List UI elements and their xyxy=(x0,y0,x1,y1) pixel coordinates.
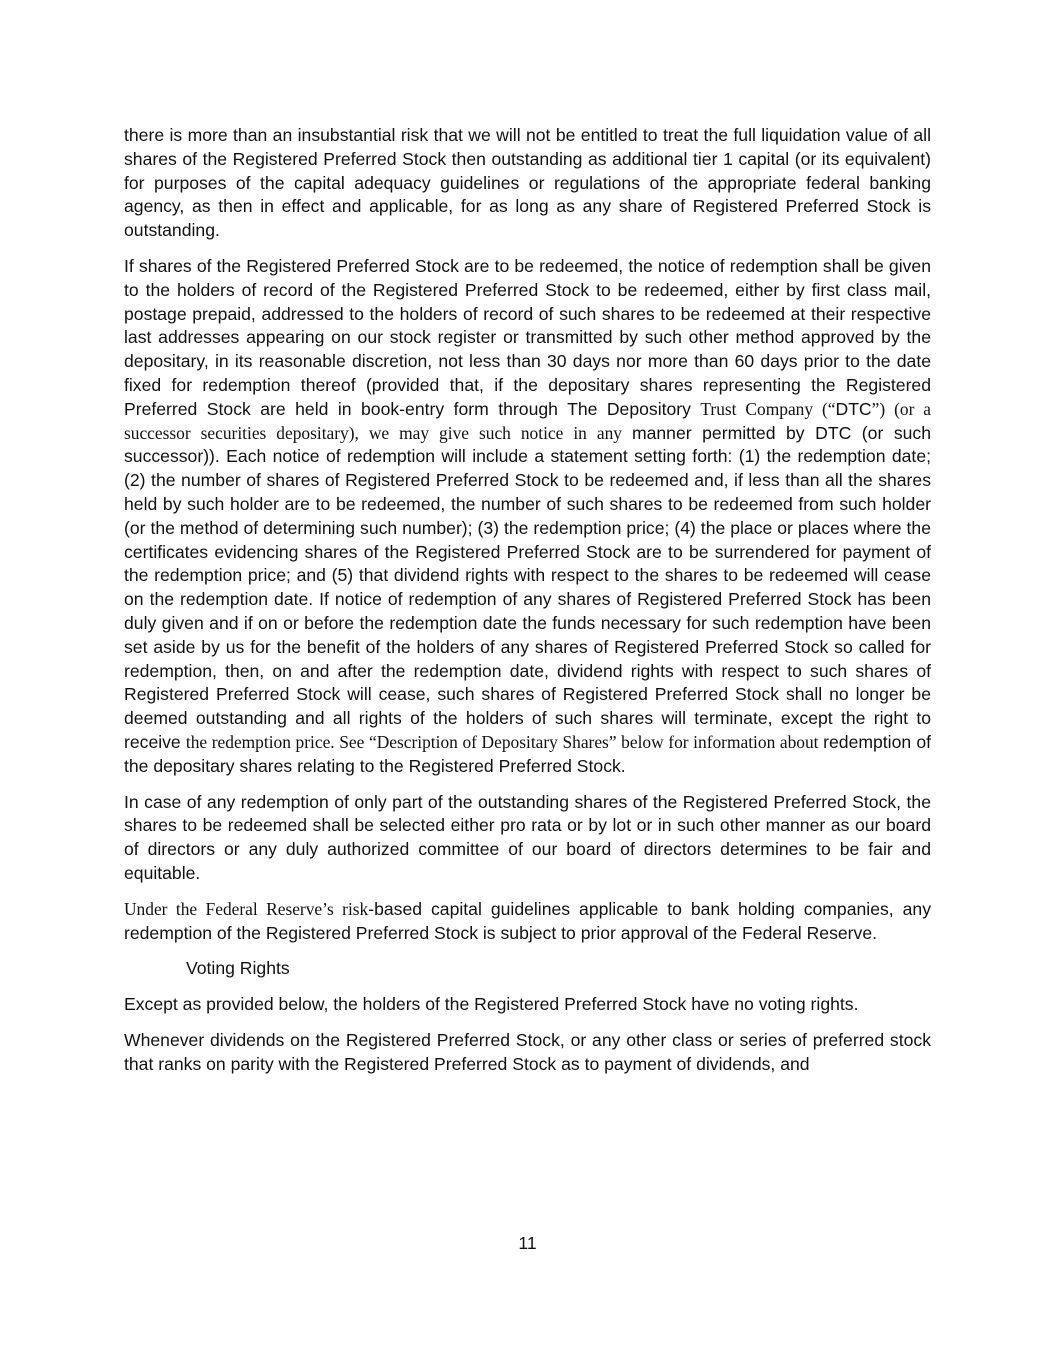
text-run: If shares of the Registered Preferred Stock are to be redeemed, the notice of redemption shall be given to the holders of record of the Registered Preferred Stock to be redeemed, either by first class mail, postage prepaid, addressed to the holders of record of such shares to be redeemed at their respective last addresses appearing on our stock register or transmitted by such other method approved by the depositary, in its reasonable discretion, not less than 30 days nor more than 60 days prior to the date fixed for redemption thereof (provided that, if the depositary shares representing the Registered Preferred Stock are held in book-entry form through The Depository xyxy=(124,255,931,419)
paragraph-no-voting-rights: Except as provided below, the holders of the Registered Preferred Stock have no voting rights. xyxy=(124,994,859,1015)
text-run: Trust Company (“ xyxy=(700,398,836,419)
page-number: 11 xyxy=(518,1233,537,1253)
paragraph-liquidation-value: there is more than an insubstantial risk that we will not be entitled to treat the full liquidation value of all shares of the Registered Preferred Stock then outstanding as additional tier 1 capital (or its equivalent) for purposes of the capital adequacy guidelines or regulations of the appropriate federal banking agency, as then in effect and applicable, for as long as any share of Registered Preferred Stock is outstanding. xyxy=(124,125,931,241)
paragraph-federal-reserve-approval xyxy=(124,898,931,946)
paragraph-partial-redemption: In case of any redemption of only part of the outstanding shares of the Registered Preferred Stock, the shares to be redeemed shall be selected either pro rata or by lot or in such other manner as our board of directors or any duly authorized committee of our board of directors determines to be fair and equitable. xyxy=(124,791,931,883)
page-body xyxy=(124,124,931,1088)
text-run: redemption of the depositary shares relating to the Registered Preferred Stock. xyxy=(124,731,931,776)
paragraph-dividends-parity: Whenever dividends on the Registered Preferred Stock, or any other class or series of preferred stock that ranks on parity with the Registered Preferred Stock as to payment of dividends, and xyxy=(124,1029,931,1074)
text-run: DTC xyxy=(835,398,872,419)
section-heading-voting-rights: Voting Rights xyxy=(186,958,290,979)
paragraph-notice-of-redemption xyxy=(124,255,931,779)
text-run: ”) (or a successor securities depositary), we may give such notice in any xyxy=(124,398,932,443)
text-run: manner permitted by DTC (or such successor)). Each notice of redemption will include a statement setting forth: (1) the redemption date; (2) the number of shares of Registered Preferred Stock to be redeemed and, if less than all the shares held by such holder are to be redeemed, the number of such shares to be redeemed from such holder (or the method of determining such number); (3) the redemption price; (4) the place or places where the certificates evidencing shares of the Registered Preferred Stock are to be surrendered for payment of the redemption price; and (5) that dividend rights with respect to the shares to be redeemed will cease on the redemption date. If notice of redemption of any shares of Registered Preferred Stock has been duly given and if on or before the redemption date the funds necessary for such redemption have been set aside by us for the benefit of the holders of any shares of Registered Preferred Stock so called for redemption, then, on and after the redemption date, dividend rights with respect to such shares of Registered Preferred Stock will cease, such shares of Registered Preferred Stock shall no longer be deemed outstanding and all rights of the holders of such shares will terminate, except the right to receive xyxy=(124,422,931,752)
text-run: the redemption price. See “Description of Depositary Shares” below for information about xyxy=(185,731,824,752)
text-run: Under the Federal Reserve’s risk xyxy=(124,898,369,919)
text-run: -based capital guidelines applicable to bank holding companies, any redemption of the Registered Preferred Stock is subject to prior approval of the Federal Reserve. xyxy=(124,898,931,943)
